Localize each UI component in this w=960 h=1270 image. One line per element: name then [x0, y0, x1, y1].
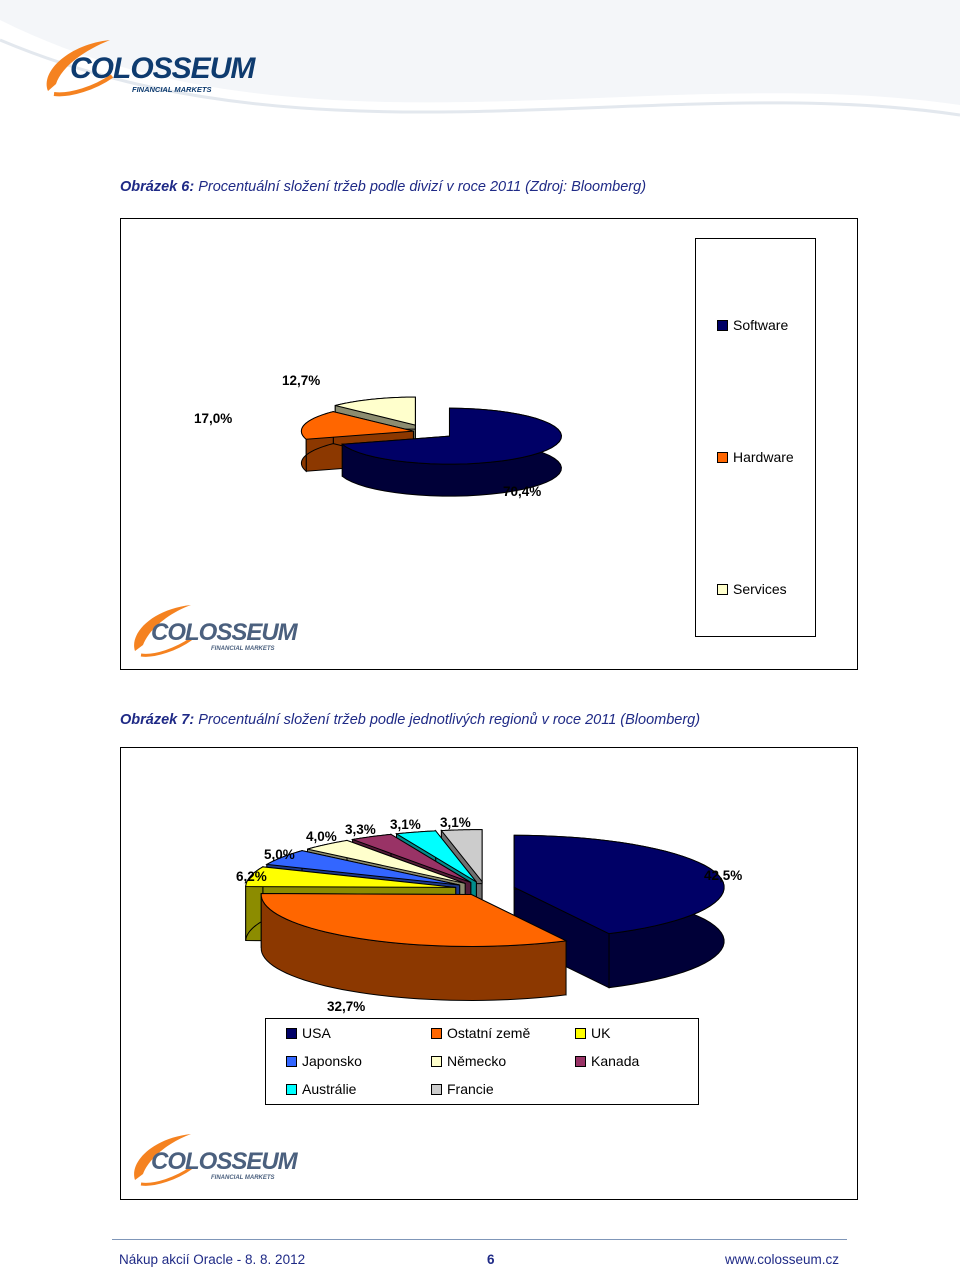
legend-label: Francie	[447, 1081, 494, 1097]
data-label-hardware: 17,0%	[194, 411, 233, 426]
legend-swatch	[286, 1056, 297, 1067]
legend-label: Japonsko	[302, 1053, 362, 1069]
legend-item-nemecko	[431, 1053, 506, 1069]
legend-item-software	[717, 317, 788, 333]
figure-7-label: Obrázek 7:	[120, 712, 195, 728]
logo-wordmark: COLOSSEUM	[70, 52, 255, 85]
logo-tagline: FINANCIAL MARKETS	[132, 85, 212, 94]
region-pie-chart	[121, 748, 859, 1038]
chart-2-legend	[265, 1018, 699, 1105]
legend-swatch	[431, 1084, 442, 1095]
legend-swatch	[575, 1056, 586, 1067]
footer-divider	[112, 1239, 847, 1240]
legend-item-uk	[575, 1025, 610, 1041]
figure-6-text: Procentuální složení tržeb podle divizí v roce 2011 (Zdroj: Bloomberg)	[198, 179, 647, 195]
data-label-uk: 6,2%	[236, 869, 267, 884]
chart-2-panel	[120, 747, 858, 1200]
legend-item-ostatni	[431, 1025, 530, 1041]
colosseum-logo	[40, 36, 255, 100]
legend-label: Software	[733, 317, 789, 333]
data-label-kanada: 3,3%	[345, 822, 376, 837]
footer-page-number: 6	[487, 1252, 495, 1267]
data-label-nemecko: 4,0%	[306, 829, 337, 844]
legend-swatch	[575, 1028, 586, 1039]
legend-swatch	[431, 1056, 442, 1067]
legend-label: Německo	[447, 1053, 507, 1069]
data-label-ostatni: 32,7%	[327, 999, 366, 1014]
data-label-software: 70,4%	[503, 484, 542, 499]
footer-url: www.colosseum.cz	[725, 1252, 840, 1267]
logo-tagline: FINANCIAL MARKETS	[211, 646, 275, 652]
logo-wordmark: COLOSSEUM	[151, 619, 297, 646]
figure-7-caption	[120, 712, 700, 728]
legend-label: Kanada	[591, 1053, 640, 1069]
data-label-services: 12,7%	[282, 373, 321, 388]
logo-wordmark: COLOSSEUM	[151, 1148, 297, 1175]
legend-item-australie	[286, 1081, 356, 1097]
legend-item-hardware	[717, 449, 794, 465]
legend-swatch	[717, 584, 728, 595]
data-label-japonsko: 5,0%	[264, 847, 295, 862]
legend-swatch	[717, 320, 728, 331]
legend-item-francie	[431, 1081, 494, 1097]
legend-item-usa	[286, 1025, 331, 1041]
data-label-australie: 3,1%	[390, 817, 421, 832]
legend-swatch	[717, 452, 728, 463]
legend-label: Services	[733, 581, 787, 597]
footer-document-title: Nákup akcií Oracle - 8. 8. 2012	[119, 1252, 306, 1267]
legend-swatch	[431, 1028, 442, 1039]
logo-tagline: FINANCIAL MARKETS	[211, 1175, 275, 1181]
panel-2-logo	[129, 1130, 297, 1190]
legend-item-japonsko	[286, 1053, 362, 1069]
data-label-usa: 42,5%	[704, 868, 743, 883]
legend-swatch	[286, 1028, 297, 1039]
legend-label: UK	[591, 1025, 611, 1041]
legend-swatch	[286, 1084, 297, 1095]
legend-label: USA	[302, 1025, 331, 1041]
legend-item-kanada	[575, 1053, 639, 1069]
figure-7-text: Procentuální složení tržeb podle jednotlivých regionů v roce 2011 (Bloomberg)	[198, 712, 701, 728]
panel-1-logo	[129, 601, 297, 661]
legend-label: Hardware	[733, 449, 794, 465]
division-pie-chart	[121, 219, 681, 659]
figure-6-label: Obrázek 6:	[120, 179, 195, 195]
legend-label: Austrálie	[302, 1081, 357, 1097]
legend-label: Ostatní země	[447, 1025, 531, 1041]
chart-1-legend	[695, 238, 816, 637]
figure-6-caption	[120, 179, 646, 195]
legend-item-services	[717, 581, 787, 597]
data-label-francie: 3,1%	[440, 815, 471, 830]
chart-1-panel	[120, 218, 858, 670]
